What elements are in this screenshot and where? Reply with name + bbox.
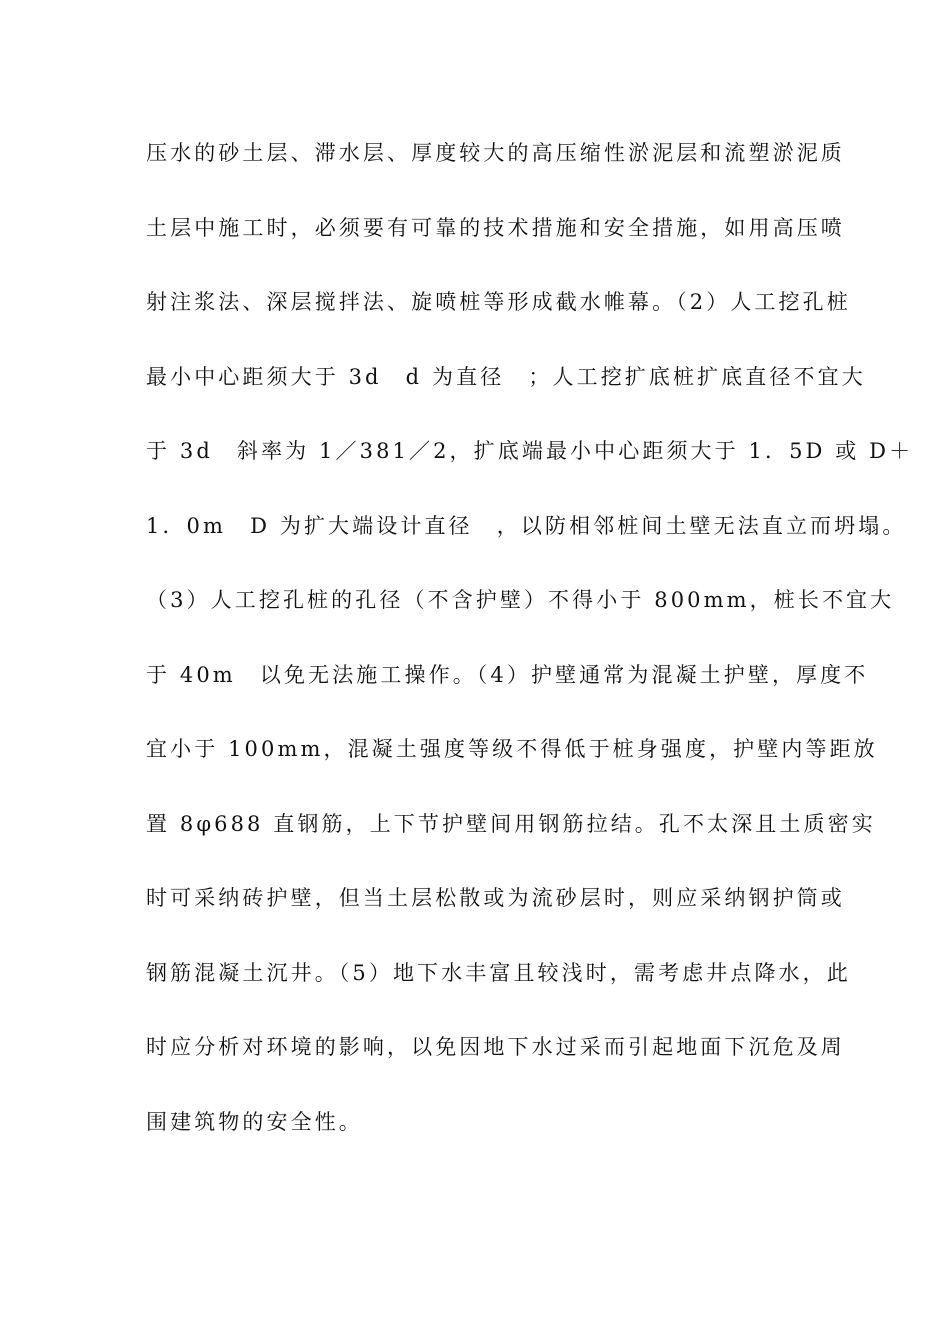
text-line-9: 宜小于 100mm，混凝土强度等级不得低于桩身强度，护壁内等距放 [146, 737, 878, 761]
text-line-3: 射注浆法、深层搅拌法、旋喷桩等形成截水帷幕。（2）人工挖孔桩 [146, 290, 851, 314]
text-line-2: 土层中施工时，必须要有可靠的技术措施和安全措施，如用高压喷 [146, 215, 845, 240]
text-line-4: 最小中心距须大于 3d d 为直径 ；人工挖扩底桩扩底直径不宜大 [146, 364, 866, 389]
text-line-12: 钢筋混凝土沉井。（5）地下水丰富且较浅时，需考虑井点降水，此 [146, 960, 851, 985]
text-line-11: 时可采纳砖护壁，但当土层松散或为流砂层时，则应采纳钢护筒或 [146, 886, 845, 910]
text-line-10: 置 8φ688 直钢筋，上下节护壁间用钢筋拉结。孔不太深且土质密实 [146, 811, 876, 836]
text-line-5: 于 3d 斜率为 1／381／2，扩底端最小中心距须大于 1．5D 或 D＋ [146, 439, 914, 463]
text-line-6: 1．0m D 为扩大端设计直径 ，以防相邻桩间土壁无法直立而坍塌。 [146, 513, 907, 538]
text-line-8: 于 40m 以免无法施工操作。（4）护壁通常为混凝土护壁，厚度不 [146, 662, 869, 687]
text-line-7: （3）人工挖孔桩的孔径（不含护壁）不得小于 800mm，桩长不宜大 [146, 588, 895, 612]
text-line-1: 压水的砂土层、滞水层、厚度较大的高压缩性淤泥层和流塑淤泥质 [146, 141, 845, 165]
body-text [146, 133, 914, 1176]
text-line-13: 时应分析对环境的影响，以免因地下水过采而引起地面下沉危及周 [146, 1035, 845, 1059]
text-line-14: 围建筑物的安全性。 [146, 1109, 363, 1134]
